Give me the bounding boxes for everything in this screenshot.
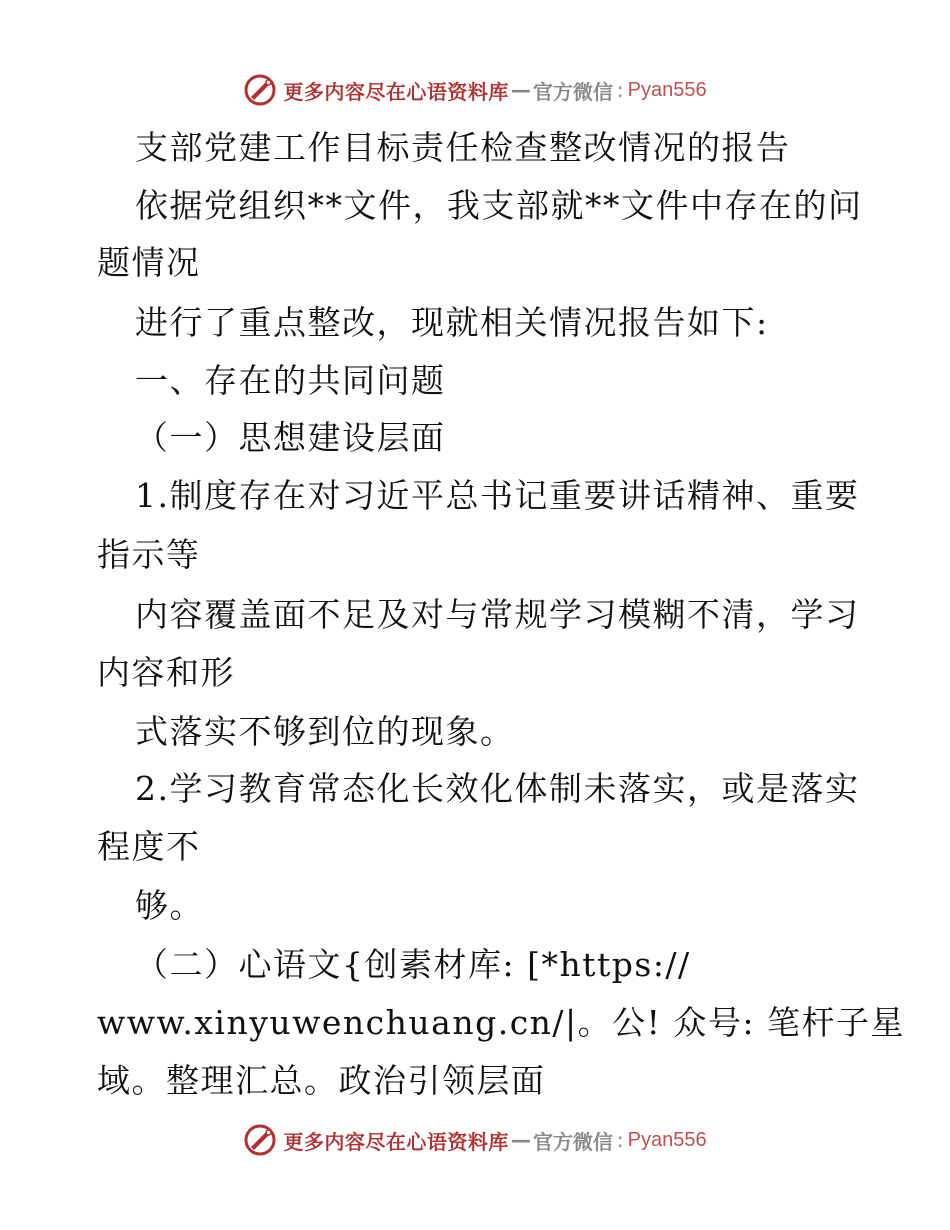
section-heading: 一、存在的共同问题 xyxy=(135,361,446,400)
subsection-heading: （一）思想建设层面 xyxy=(135,418,446,457)
paragraph-line: 域。整理汇总。政治引领层面 xyxy=(97,1061,546,1100)
paragraph-line: 2.学习教育常态化长效化体制未落实，或是落实 xyxy=(135,769,860,808)
paragraph-line: 依据党组织**文件，我支部就**文件中存在的问 xyxy=(135,186,863,225)
paragraph-line: 内容覆盖面不足及对与常规学习模糊不清，学习 xyxy=(135,595,860,634)
paragraph-line: 进行了重点整改，现就相关情况报告如下: xyxy=(135,303,769,342)
banner-colon: : xyxy=(616,1128,624,1152)
banner-main-text: 更多内容尽在心语资料库 xyxy=(283,1129,509,1154)
subsection-heading: （二）心语文{创素材库: [*https:// xyxy=(135,945,691,984)
footer-banner xyxy=(0,1120,950,1160)
banner-main-text: 更多内容尽在心语资料库 xyxy=(283,79,509,104)
paragraph-line: 够。 xyxy=(135,886,204,925)
paragraph-line: 1.制度存在对习近平总书记重要讲话精神、重要 xyxy=(135,476,860,515)
document-title: 支部党建工作目标责任检查整改情况的报告 xyxy=(135,128,791,167)
paragraph-line: www.xinyuwenchuang.cn/|。公! 众号: 笔杆子星 xyxy=(97,1003,906,1042)
banner-separator: — xyxy=(510,78,531,102)
paragraph-line: 指示等 xyxy=(97,535,201,574)
banner-wechat-label: 官方微信 xyxy=(532,1129,613,1154)
banner-separator: — xyxy=(510,1128,531,1152)
banner-wechat-label: 官方微信 xyxy=(532,79,613,104)
banner-wechat-id: Pyan556 xyxy=(627,1128,707,1151)
header-banner xyxy=(0,70,950,110)
paragraph-line: 题情况 xyxy=(97,243,201,282)
paragraph-line: 程度不 xyxy=(97,827,201,866)
paragraph-line: 内容和形 xyxy=(97,653,235,692)
paragraph-line: 式落实不够到位的现象。 xyxy=(135,712,515,751)
brand-logo-icon xyxy=(243,1123,277,1157)
brand-logo-icon xyxy=(243,73,277,107)
banner-colon: : xyxy=(616,78,624,102)
banner-wechat-id: Pyan556 xyxy=(627,78,707,101)
